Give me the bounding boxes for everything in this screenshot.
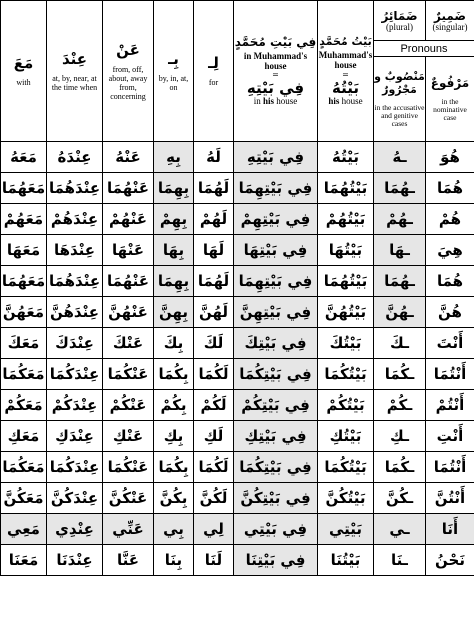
cell-li: لَهَا [194,235,234,266]
table-row [1,297,474,328]
header-singular-en: (singular) [432,21,468,32]
cell-in-house: فِي بَيْتِكُنَّ [234,483,318,514]
cell-bi: بِهِمَا [154,266,194,297]
cell-house: بَيْتُهُمَا [318,173,374,204]
header-nominative-ar: مَرْفُوعٌ [430,75,470,90]
cell-house: بَيْتُهُ [318,142,374,173]
cell-house: بَيْتِي [318,514,374,545]
cell-with: مَعَكُمَا [1,359,47,390]
header-nominative [426,57,474,142]
cell-from: عَنْكُمْ [103,390,154,421]
cell-nom: هُمَا [426,266,474,297]
cell-from: عَنْكُمَا [103,452,154,483]
cell-bi: بِكُمْ [154,390,194,421]
cell-nom: أَنْتَ [426,328,474,359]
cell-at: عِنْدَكُمَا [47,359,103,390]
header-with-en: with [16,78,31,88]
cell-from: عَنْكِ [103,421,154,452]
cell-li: لَكُمْ [194,390,234,421]
header-in-house-ar-bottom: فِي بَيْتِهِ [246,79,305,98]
cell-li: لَهُنَّ [194,297,234,328]
cell-from: عَنَّا [103,545,154,576]
cell-li: لَكِ [194,421,234,452]
cell-from: عَنْهَا [103,235,154,266]
cell-nom: هُنَّ [426,297,474,328]
cell-nom: أَنْتُمَا [426,359,474,390]
cell-house: بَيْتُهُمْ [318,204,374,235]
cell-at: عِنْدَهُمَا [47,266,103,297]
cell-acc: ـكُمَا [374,359,426,390]
cell-from: عَنْهُمْ [103,204,154,235]
header-in-house-en-bottom [234,97,317,107]
cell-bi: بِهِمْ [154,204,194,235]
header-accusative-ar: مَنْصُوبٌ و مَجْرُورٌ [374,69,425,96]
cell-with: مَعَكُنَّ [1,483,47,514]
header-house-ar-top: بَيْتُ مُحَمَّدٍ [319,35,372,49]
cell-bi: بِهِنَّ [154,297,194,328]
cell-acc: ـهُ [374,142,426,173]
cell-li: لَهُ [194,142,234,173]
cell-bi: بِكِ [154,421,194,452]
cell-from: عَنْهُنَّ [103,297,154,328]
cell-with: مَعَهُمَا [1,173,47,204]
cell-bi: بِكُمَا [154,359,194,390]
cell-li: لَكُنَّ [194,483,234,514]
cell-acc: ـنَا [374,545,426,576]
header-nominative-en: in the nominative case [433,96,467,123]
cell-with: مَعَكُمْ [1,390,47,421]
header-li-en: for [208,78,219,88]
table-row [1,452,474,483]
header-accusative-en: in the accusative and genitive cases [374,102,425,129]
cell-house: بَيْتُكِ [318,421,374,452]
table-body [1,142,474,576]
cell-at: عِنْدَهُمَا [47,173,103,204]
header-at-en: at, by, near, at the time when [51,73,98,92]
cell-at: عِنْدَهَا [47,235,103,266]
cell-in-house: فِي بَيْتِهِ [234,142,318,173]
cell-bi: بِهِ [154,142,194,173]
cell-with: مَعَهُمَا [1,266,47,297]
cell-with: مَعَهُمْ [1,204,47,235]
cell-in-house: فِي بَيْتِهِمَا [234,173,318,204]
cell-bi: بِكُنَّ [154,483,194,514]
cell-with: مَعِي [1,514,47,545]
table-row [1,421,474,452]
table-row [1,328,474,359]
cell-with: مَعَهَا [1,235,47,266]
header-from-en: from, off, about, away from, concerning [108,64,148,102]
header-in-house-en-bold: his [263,96,275,107]
header-accusative [374,57,426,142]
cell-acc: ـكُمْ [374,390,426,421]
cell-at: عِنْدَكِ [47,421,103,452]
header-plural-ar: ضَمَائِرُ [381,8,418,23]
cell-li: لَكُمَا [194,359,234,390]
cell-at: عِنْدَكَ [47,328,103,359]
cell-li: لَكُمَا [194,452,234,483]
cell-from: عَنْهُ [103,142,154,173]
cell-li: لَهُمَا [194,173,234,204]
cell-nom: هُمَا [426,173,474,204]
table-row [1,514,474,545]
header-pronouns: Pronouns [374,41,474,57]
cell-acc: ـكَ [374,328,426,359]
cell-at: عِنْدَكُمْ [47,390,103,421]
table-row [1,545,474,576]
cell-nom: أَنْتُمْ [426,390,474,421]
header-in-house-eq: = [272,70,279,80]
cell-house: بَيْتُهُنَّ [318,297,374,328]
header-singular-ar: ضَمِيرٌ [433,8,466,23]
cell-house: بَيْتُهُمَا [318,266,374,297]
table-row [1,204,474,235]
cell-with: مَعَنَا [1,545,47,576]
header-from-ar: عَنْ [116,40,140,59]
cell-at: عِنْدِي [47,514,103,545]
header-in-house [234,1,318,142]
cell-from: عَنْكُمَا [103,359,154,390]
cell-at: عِنْدَنَا [47,545,103,576]
cell-in-house: فِي بَيْتِي [234,514,318,545]
header-house-en-top: Muhammad's house [318,50,373,71]
cell-house: بَيْتُكُمَا [318,359,374,390]
cell-in-house: فِي بَيْتِكِ [234,421,318,452]
cell-at: عِنْدَكُمَا [47,452,103,483]
cell-house: بَيْتُهَا [318,235,374,266]
header-li-ar: لِـ [208,54,219,73]
header-in-house-en-top: in Muhammad's house [243,50,308,71]
header-at [47,1,103,142]
cell-acc: ـهُمْ [374,204,426,235]
cell-in-house: فِي بَيْتِكُمَا [234,452,318,483]
cell-from: عَنِّي [103,514,154,545]
cell-acc: ـكُنَّ [374,483,426,514]
cell-in-house: فِي بَيْتِكُمْ [234,390,318,421]
cell-in-house: فِي بَيْتِهِمْ [234,204,318,235]
cell-acc: ـكِ [374,421,426,452]
cell-nom: نَحْنُ [426,545,474,576]
header-bi [154,1,194,142]
cell-house: بَيْتُكُنَّ [318,483,374,514]
cell-nom: أَنْتُنَّ [426,483,474,514]
table-row [1,235,474,266]
table-row [1,483,474,514]
cell-acc: ـكُمَا [374,452,426,483]
cell-from: عَنْكُنَّ [103,483,154,514]
cell-acc: ـهَا [374,235,426,266]
cell-in-house: فِي بَيْتِنَا [234,545,318,576]
cell-li: لَهُمْ [194,204,234,235]
header-singular [426,1,474,41]
cell-li: لَهُمَا [194,266,234,297]
table-row [1,266,474,297]
table-row [1,142,474,173]
cell-house: بَيْتُكَ [318,328,374,359]
cell-with: مَعَكَ [1,328,47,359]
header-from [103,1,154,142]
cell-with: مَعَكِ [1,421,47,452]
cell-from: عَنْهُمَا [103,266,154,297]
cell-nom: هُوَ [426,142,474,173]
cell-in-house: فِي بَيْتِكَ [234,328,318,359]
cell-bi: بِكُمَا [154,452,194,483]
cell-house: بَيْتُكُمْ [318,390,374,421]
cell-nom: أَنْتُمَا [426,452,474,483]
cell-li: لَنَا [194,545,234,576]
header-house-eq: = [342,69,349,79]
header-in-house-en-pre: in [253,96,263,107]
header-bi-en: by, in, at, on [158,73,189,92]
header-plural [374,1,426,41]
cell-acc: ـهُمَا [374,173,426,204]
cell-at: عِنْدَكُنَّ [47,483,103,514]
header-in-house-en-post: house [274,96,298,107]
table-row [1,173,474,204]
cell-acc: ـهُنَّ [374,297,426,328]
cell-li: لَكَ [194,328,234,359]
cell-nom: هِيَ [426,235,474,266]
header-in-house-ar-top: فِي بَيْتِ مُحَمَّدٍ [234,34,317,49]
cell-in-house: فِي بَيْتِهِنَّ [234,297,318,328]
cell-in-house: فِي بَيْتِكُمَا [234,359,318,390]
header-house-en-bold: his [328,95,340,106]
cell-at: عِنْدَهُمْ [47,204,103,235]
header-with-ar: مَعَ [13,54,34,73]
table-row [1,359,474,390]
header-house [318,1,374,142]
header-li [194,1,234,142]
cell-at: عِنْدَهُ [47,142,103,173]
cell-bi: بِكَ [154,328,194,359]
cell-bi: بِهَا [154,235,194,266]
cell-nom: هُمْ [426,204,474,235]
cell-nom: أَنَا [426,514,474,545]
cell-with: مَعَهُ [1,142,47,173]
table-row [1,390,474,421]
cell-bi: بِنَا [154,545,194,576]
cell-bi: بِي [154,514,194,545]
cell-nom: أَنْتِ [426,421,474,452]
header-house-en-bottom [318,97,373,107]
cell-in-house: فِي بَيْتِهَا [234,235,318,266]
header-at-ar: عِنْدَ [61,49,88,68]
header-house-en-post: house [339,95,363,106]
cell-li: لِي [194,514,234,545]
cell-house: بَيْتُنَا [318,545,374,576]
cell-at: عِنْدَهُنَّ [47,297,103,328]
cell-house: بَيْتُكُمَا [318,452,374,483]
cell-with: مَعَهُنَّ [1,297,47,328]
cell-from: عَنْهُمَا [103,173,154,204]
header-house-ar-bottom: بَيْتُهُ [332,78,359,97]
header-plural-en: (plural) [386,21,413,32]
cell-bi: بِهِمَا [154,173,194,204]
cell-acc: ـي [374,514,426,545]
header-with [1,1,47,142]
cell-from: عَنْكَ [103,328,154,359]
header-bi-ar: بِـ [168,49,179,68]
cell-in-house: فِي بَيْتِهِمَا [234,266,318,297]
cell-acc: ـهُمَا [374,266,426,297]
cell-with: مَعَكُمَا [1,452,47,483]
